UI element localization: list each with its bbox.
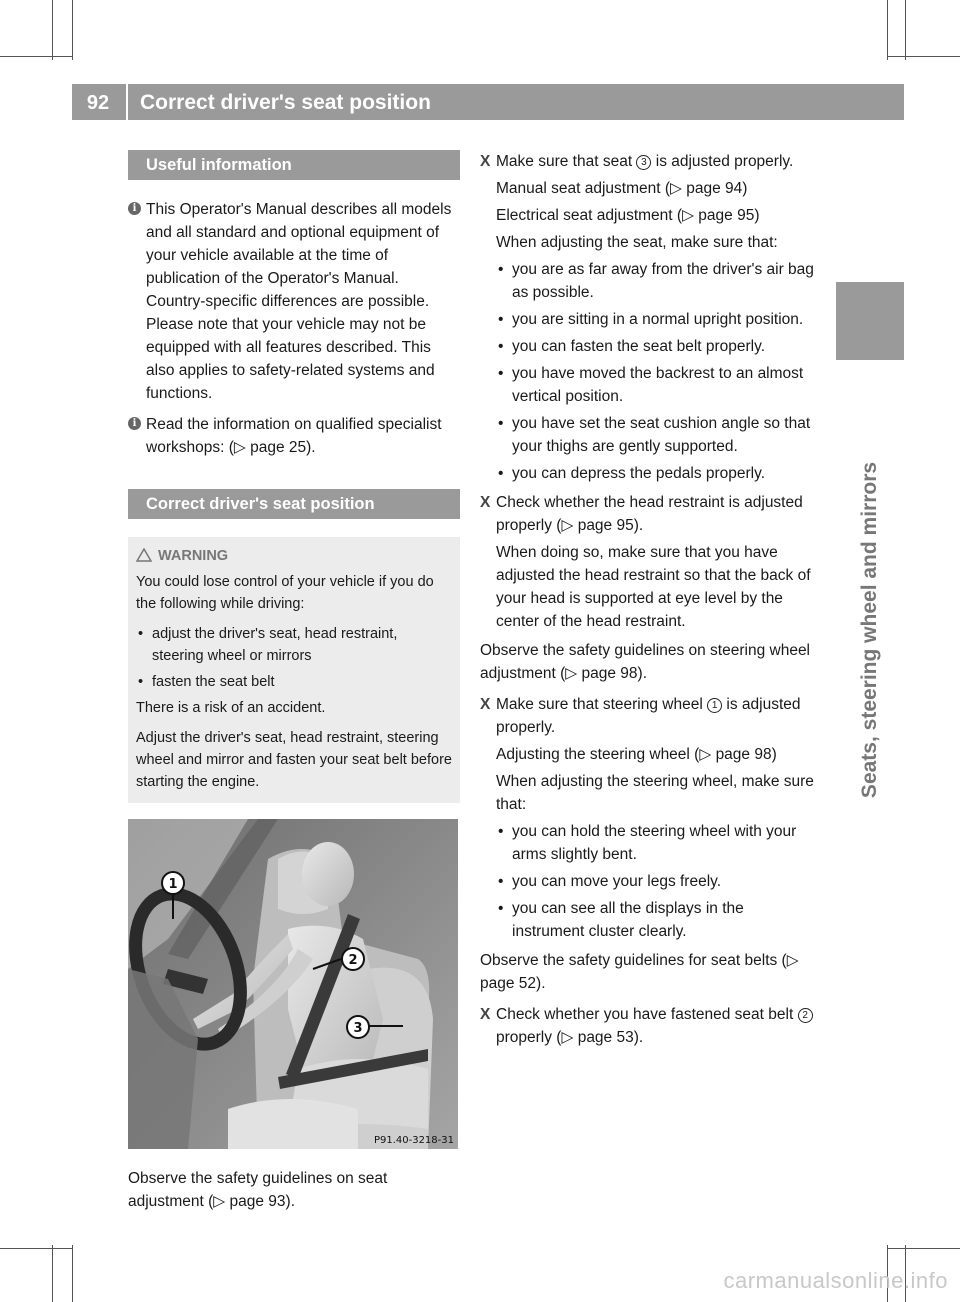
page-number: 92 (86, 92, 110, 114)
seat-check-intro: When adjusting the seat, make sure that: (496, 234, 778, 251)
callout-label: 1 (168, 877, 178, 892)
list-item: • you can hold the steering wheel with your arms slightly bent. (496, 820, 816, 866)
page-title: Correct driver's seat position (140, 91, 431, 114)
left-column (128, 150, 460, 1221)
watermark: carmanualsonline.info (723, 1268, 948, 1293)
info-note (128, 198, 460, 405)
step-detail: When doing so, make sure that you have adjusted the head restraint so that the back of your head is supported at eye level by the center of the head restraint. (496, 544, 811, 630)
warning-bullet: • adjust the driver's seat, head restraint, steering wheel or mirrors (136, 623, 452, 667)
figure-code: P91.40-3218-31 (373, 1135, 454, 1146)
step-head-restraint (480, 491, 816, 633)
warning-box (128, 537, 460, 803)
step-seat-belt (480, 1003, 816, 1049)
callout-label: 3 (353, 1021, 363, 1036)
step-text-prefix: Check whether you have fastened seat belt (496, 1006, 794, 1023)
step-text: Check whether the head restraint is adjusted properly (▷ page 95). (496, 494, 803, 534)
warning-bullet: • fasten the seat belt (136, 671, 452, 693)
info-icon: i (128, 417, 141, 430)
warning-intro: You could lose control of your vehicle if you do the following while driving: (136, 574, 434, 612)
right-column (480, 150, 816, 1055)
callout-label: 2 (348, 953, 358, 968)
warning-label: WARNING (158, 548, 229, 564)
crop-mark (72, 0, 73, 60)
crop-mark (52, 0, 53, 60)
step-text (496, 150, 816, 173)
crop-mark (887, 1248, 960, 1249)
steering-ref-marker: 1 (707, 698, 722, 713)
list-item: • you are sitting in a normal upright position. (496, 308, 816, 331)
warning-title (136, 545, 452, 567)
crop-mark (72, 1245, 73, 1302)
step-text-suffix: properly (▷ page 53). (496, 1029, 644, 1046)
warning-instruction: Adjust the driver's seat, head restraint, steering wheel and mirror and fasten your seat belt before starting the engine. (136, 730, 452, 790)
list-item: • you have set the seat cushion angle so that your thighs are gently supported. (496, 412, 816, 458)
step-text (496, 693, 816, 739)
list-item: • you are as far away from the driver's air bag as possible. (496, 258, 816, 304)
belt-ref-marker: 2 (798, 1008, 813, 1023)
step-text-prefix: Make sure that steering wheel (496, 696, 703, 713)
step-marker: X (480, 494, 491, 511)
seat-ref-marker: 3 (636, 155, 651, 170)
crop-mark (52, 1245, 53, 1302)
step-marker: X (480, 1006, 491, 1023)
steering-adjust-link: Adjusting the steering wheel (▷ page 98) (496, 746, 777, 763)
crop-mark (0, 56, 72, 57)
list-item: • you can fasten the seat belt properly. (496, 335, 816, 358)
step-text-prefix: Make sure that seat (496, 153, 633, 170)
seat-position-figure (128, 819, 458, 1149)
step-steering-wheel (480, 693, 816, 943)
list-item: • you have moved the backrest to an almost vertical position. (496, 362, 816, 408)
useful-info-heading: Useful information (128, 150, 460, 180)
warning-triangle-icon (136, 548, 152, 562)
crop-mark (887, 0, 888, 60)
step-marker: X (480, 696, 491, 713)
step-text-suffix: is adjusted properly. (655, 153, 794, 170)
seat-adjustment-note: Observe the safety guidelines on seat adjustment (▷ page 93). (128, 1170, 388, 1210)
crop-mark (887, 56, 960, 57)
info-text: This Operator's Manual describes all models and all standard and optional equipment of your vehicle available at the time of publication of the Operator's Manual. Country-specific differences are possible. Please note that your vehicle may not be equipped with all features described. This also applies to safety-related systems and functions. (146, 201, 452, 402)
steering-check-intro: When adjusting the steering wheel, make sure that: (496, 773, 814, 813)
info-note (128, 413, 460, 459)
list-item: • you can move your legs freely. (496, 870, 816, 893)
steering-safety-note: Observe the safety guidelines on steering wheel adjustment (▷ page 98). (480, 642, 811, 682)
warning-risk: There is a risk of an accident. (136, 700, 326, 716)
step-text-suffix: is adjusted properly. (496, 696, 801, 736)
header-separator (126, 56, 128, 120)
driver-illustration (128, 819, 458, 1149)
info-text: Read the information on qualified specialist workshops: (▷ page 25). (146, 416, 442, 456)
section-heading: Correct driver's seat position (128, 489, 460, 519)
list-item: • you can depress the pedals properly. (496, 462, 816, 485)
seat-belt-safety-note: Observe the safety guidelines for seat belts (▷ page 52). (480, 952, 799, 992)
chapter-title: Seats, steering wheel and mirrors (858, 461, 881, 799)
crop-mark (0, 1248, 72, 1249)
electrical-seat-link: Electrical seat adjustment (▷ page 95) (496, 207, 760, 224)
step-seat (480, 150, 816, 485)
crop-mark (905, 0, 906, 60)
info-icon: i (128, 202, 141, 215)
step-text (496, 1003, 816, 1049)
step-marker: X (480, 153, 491, 170)
list-item: • you can see all the displays in the instrument cluster clearly. (496, 897, 816, 943)
chapter-tab (836, 282, 904, 360)
manual-seat-link: Manual seat adjustment (▷ page 94) (496, 180, 748, 197)
